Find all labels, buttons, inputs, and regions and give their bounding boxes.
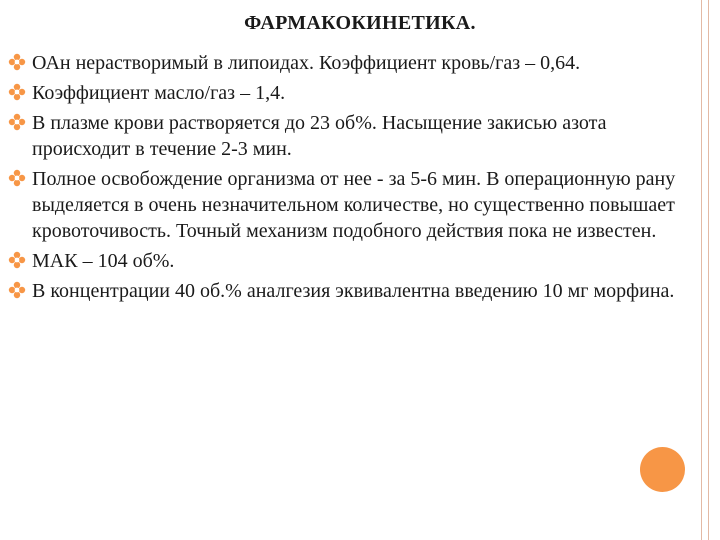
flower-bullet-icon: [8, 281, 26, 299]
flower-bullet-icon: [8, 251, 26, 269]
bullet-item: [8, 50, 698, 76]
bullet-item: [8, 110, 698, 162]
flower-bullet-icon: [8, 113, 26, 131]
bullet-item: [8, 166, 698, 244]
bullet-item: [8, 248, 698, 274]
flower-bullet-icon: [8, 169, 26, 187]
bullet-text: ОАн нерастворимый в липоидах. Коэффициент кровь/газ – 0,64.: [32, 52, 581, 74]
bullet-text: В плазме крови растворяется до 23 об%. Насыщение закисью азота происходит в течение 2-3 мин.: [32, 112, 607, 160]
bullet-text: В концентрации 40 об.% аналгезия эквивалентна введению 10 мг морфина.: [32, 280, 675, 302]
bullet-text: Коэффициент масло/газ – 1,4.: [32, 82, 286, 104]
bullet-list: [8, 50, 698, 308]
bullet-item: [8, 278, 698, 304]
flower-bullet-icon: [8, 53, 26, 71]
bullet-text: Полное освобождение организма от нее - за 5-6 мин. В операционную рану выделяется в очень незначительном количестве, но существенно повышает кровоточивость. Точный механизм подобного действия пока не известен.: [32, 168, 676, 242]
slide-border-left: [701, 0, 702, 540]
bullet-text: МАК – 104 об%.: [32, 250, 175, 272]
slide-title: ФАРМАКОКИНЕТИКА.: [244, 12, 476, 34]
flower-bullet-icon: [8, 83, 26, 101]
decorative-circle: [640, 447, 685, 492]
slide-border-right: [708, 0, 709, 540]
bullet-item: [8, 80, 698, 106]
